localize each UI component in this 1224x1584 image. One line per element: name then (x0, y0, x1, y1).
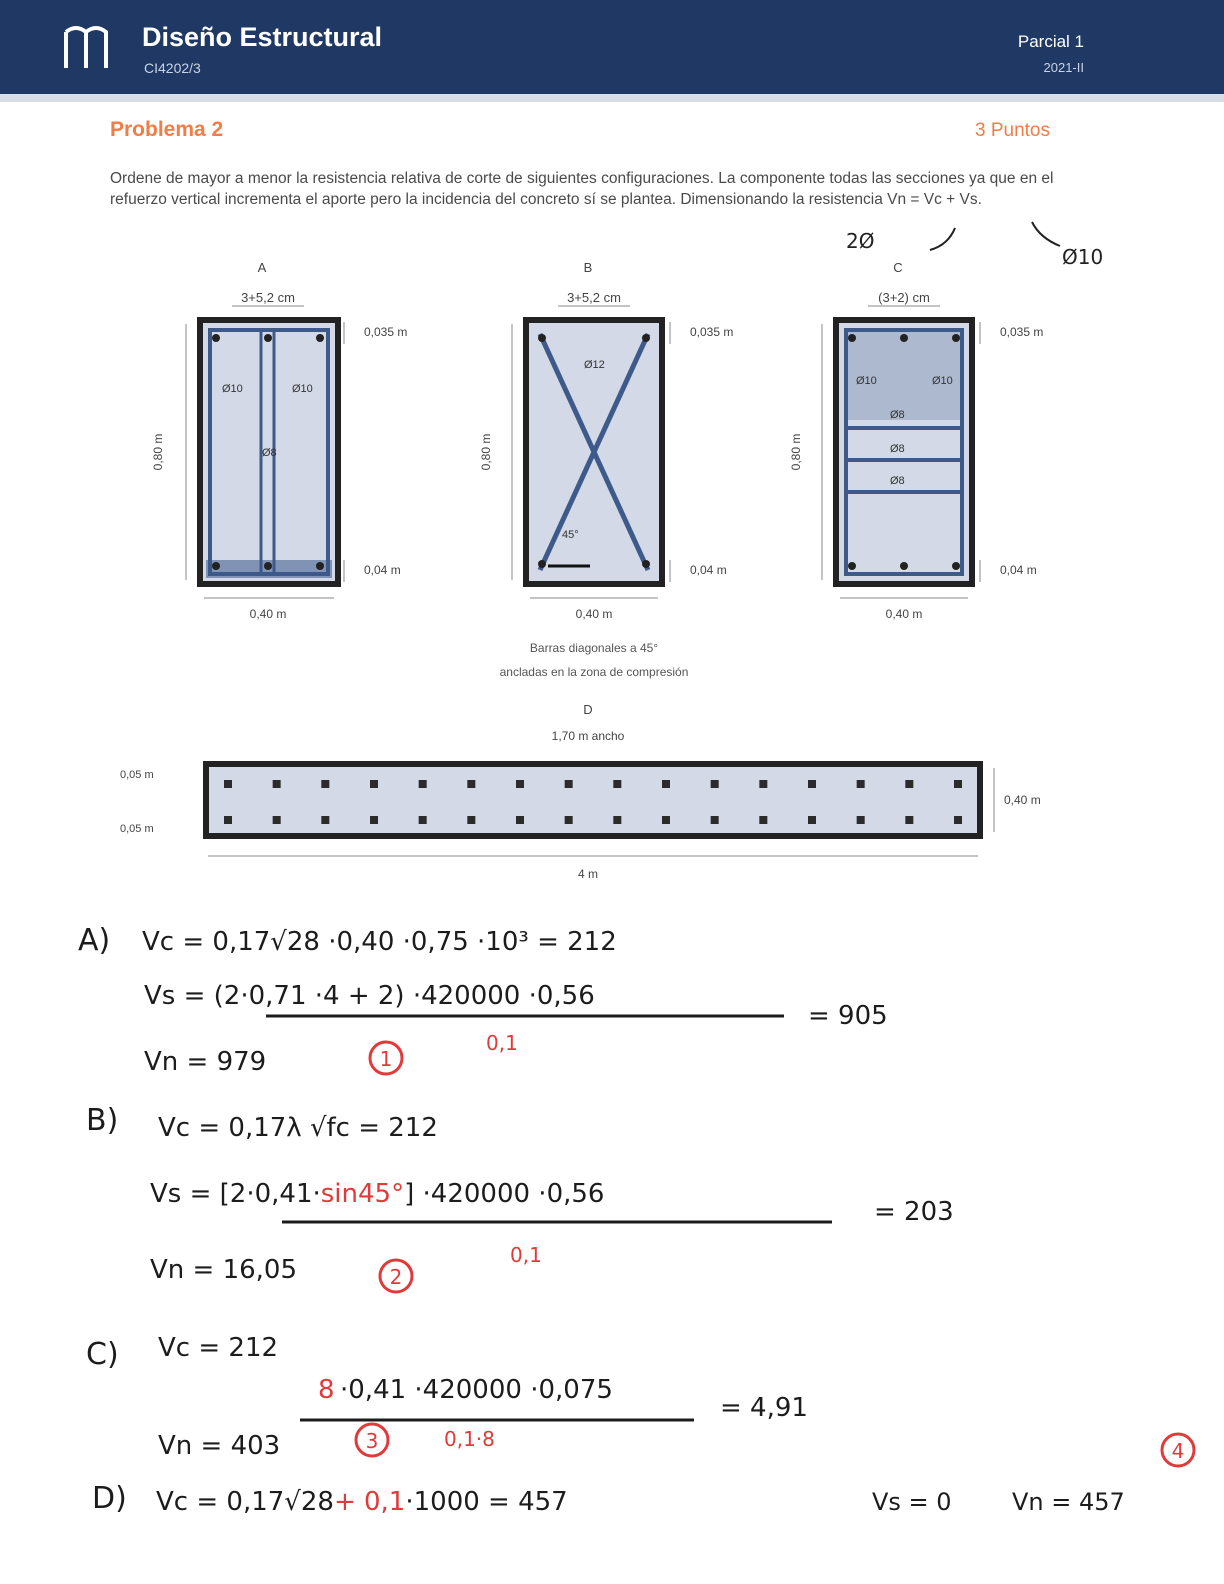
section-a-stirrup-label-right: Ø10 (292, 383, 313, 395)
slab-bar (808, 780, 816, 788)
section-c-stirrup-label-left: Ø10 (856, 375, 877, 387)
slab-bar (808, 816, 816, 824)
section-a-cover-top: 0,035 m (364, 325, 408, 339)
answer-d-tag: D) (92, 1481, 127, 1516)
problem-statement: Ordene de mayor a menor la resistencia relativa de corte de siguientes configuraciones. La componente todas las secciones ya que en el refuerzo vertical incrementa el aporte pero la incidencia del concreto sí se plantea. Dimensionando la resistencia Vn = Vc + Vs. (110, 170, 1054, 208)
slab-bar (905, 780, 913, 788)
section-c-tie-label-3: Ø8 (890, 475, 905, 487)
answer-c-result: = 4,91 (720, 1393, 808, 1423)
answer-b-line2-post: ] ·420000 ·0,56 (404, 1179, 605, 1209)
slab-bar (613, 816, 621, 824)
answer-b-line1: Vc = 0,17λ √fc = 212 (158, 1113, 438, 1143)
answer-c-line1: Vc = 212 (158, 1333, 279, 1363)
answer-a-line3: Vn = 979 (144, 1047, 267, 1077)
answer-b-result: = 203 (874, 1197, 954, 1227)
section-b-note-line2: ancladas en la zona de compresión (499, 665, 689, 679)
section-d-thickness: 0,40 m (1004, 793, 1041, 807)
section-d-width: 4 m (577, 867, 599, 881)
answer-a-result: = 905 (808, 1001, 888, 1031)
section-a (151, 260, 407, 621)
section-c-width: 0,40 m (885, 607, 923, 621)
section-c-height: 0,80 m (789, 433, 803, 471)
answer-d-line1 (156, 1487, 568, 1517)
slab-bar (759, 816, 767, 824)
section-c (789, 260, 1043, 621)
answer-d-line1-post: ·1000 = 457 (405, 1487, 568, 1517)
slab-bar (613, 780, 621, 788)
section-d-sub: 1,70 m ancho (551, 729, 625, 743)
answer-c-tag: C) (86, 1337, 119, 1372)
section-c-tie-label-2: Ø8 (890, 443, 905, 455)
slab-bar (273, 780, 281, 788)
exam-name: Parcial 1 (1017, 32, 1084, 51)
section-b-note: Barras diagonales a 45° (529, 641, 659, 655)
slab-bar (565, 816, 573, 824)
answer-b-rank: 2 (389, 1265, 403, 1289)
answer-d-line1-text: Vc = 0,17√28 (156, 1487, 334, 1517)
answer-a-rank: 1 (379, 1047, 393, 1071)
slab-bar (662, 780, 670, 788)
slab-bar (711, 780, 719, 788)
slab-bar (273, 816, 281, 824)
section-a-top-bar: 3+5,2 cm (241, 290, 295, 305)
slab-bar (905, 816, 913, 824)
hw-arrow-right (1032, 222, 1060, 246)
answer-c-rank: 3 (365, 1429, 379, 1453)
slab-bar (370, 816, 378, 824)
answers (78, 923, 1194, 1517)
answer-c-line2-red: 8 (318, 1375, 335, 1405)
section-b-width: 0,40 m (575, 607, 613, 621)
section-d-label: D (583, 702, 593, 717)
slab-bar (857, 816, 865, 824)
section-a-stirrup-label-left: Ø10 (222, 383, 243, 395)
slab-bar (419, 816, 427, 824)
section-c-tie-label-1: Ø8 (890, 409, 905, 421)
section-b-angle: 45° (562, 529, 579, 541)
section-a-tie-label: Ø8 (262, 447, 277, 459)
slab-bar (662, 816, 670, 824)
section-c-cover-bottom: 0,04 m (1000, 563, 1037, 577)
section-c-label: C (893, 260, 903, 275)
section-b-label: B (583, 260, 593, 275)
slab-bar (516, 816, 524, 824)
slab-bar (467, 780, 475, 788)
course-subtitle: CI4202/3 (144, 60, 201, 76)
answer-b-line2-red: sin45° (320, 1179, 405, 1209)
hw-annotation-right: Ø10 (1062, 245, 1104, 269)
section-a-width: 0,40 m (249, 607, 287, 621)
section-d-outline (206, 764, 980, 836)
slab-bar (954, 780, 962, 788)
hw-arrow-left (930, 228, 955, 250)
answer-b-line2-pre-text: Vs = [2·0,41· (150, 1179, 321, 1209)
slab-bar (224, 780, 232, 788)
hw-annotation-left: 2Ø (846, 229, 875, 253)
answer-d-vs: Vs = 0 (872, 1488, 952, 1516)
slab-bar (516, 780, 524, 788)
exam-date: 2021-II (1043, 60, 1084, 75)
section-c-cover-top: 0,035 m (1000, 325, 1044, 339)
section-c-top-bar: (3+2) cm (878, 290, 930, 305)
section-d-cover-bottom: 0,05 m (120, 823, 154, 835)
answer-c-divisor: 0,1·8 (444, 1427, 495, 1451)
answer-c-line3: Vn = 403 (158, 1431, 281, 1461)
answer-d-vn: Vn = 457 (1012, 1488, 1125, 1516)
problem-title: Problema 2 (110, 118, 224, 141)
slab-bar (467, 816, 475, 824)
section-b-stirrup-label: Ø12 (584, 359, 605, 371)
answer-d-line1-red: + 0,1 (333, 1487, 406, 1517)
answer-b-tag: B) (86, 1103, 119, 1138)
slab-bar (711, 816, 719, 824)
slab-bar (954, 816, 962, 824)
slab-bar (857, 780, 865, 788)
slab-bar (370, 780, 378, 788)
section-d (120, 702, 1041, 881)
answer-b-line2-pre (150, 1179, 604, 1209)
section-b-top-bar: 3+5,2 cm (567, 290, 621, 305)
slab-bar (565, 780, 573, 788)
slab-bar (759, 780, 767, 788)
section-b-cover-bottom: 0,04 m (690, 563, 727, 577)
answer-c-line2: ·0,41 ·420000 ·0,075 (340, 1375, 613, 1405)
section-a-height: 0,80 m (151, 433, 165, 471)
answer-b-line3: Vn = 16,05 (150, 1255, 298, 1285)
answer-d-rank: 4 (1171, 1439, 1185, 1463)
answer-a-divisor: 0,1 (486, 1031, 518, 1055)
section-d-cover-top: 0,05 m (120, 769, 154, 781)
answer-a-line1: Vc = 0,17√28 ·0,40 ·0,75 ·10³ = 212 (142, 927, 617, 957)
answer-b-divisor: 0,1 (510, 1243, 542, 1267)
slab-bar (419, 780, 427, 788)
course-title: Diseño Estructural (142, 22, 383, 52)
answer-a-line2: Vs = (2·0,71 ·4 + 2) ·420000 ·0,56 (144, 981, 595, 1011)
section-b-height: 0,80 m (479, 433, 493, 471)
section-a-cover-bottom: 0,04 m (364, 563, 401, 577)
slab-bar (321, 816, 329, 824)
section-a-label: A (257, 260, 267, 275)
section-b (479, 260, 733, 679)
section-c-stirrup-label-right: Ø10 (932, 375, 953, 387)
problem-points: 3 Puntos (975, 120, 1050, 141)
section-b-cover-top: 0,035 m (690, 325, 734, 339)
slab-bar (321, 780, 329, 788)
slab-bar (224, 816, 232, 824)
answer-a-tag: A) (78, 923, 111, 958)
